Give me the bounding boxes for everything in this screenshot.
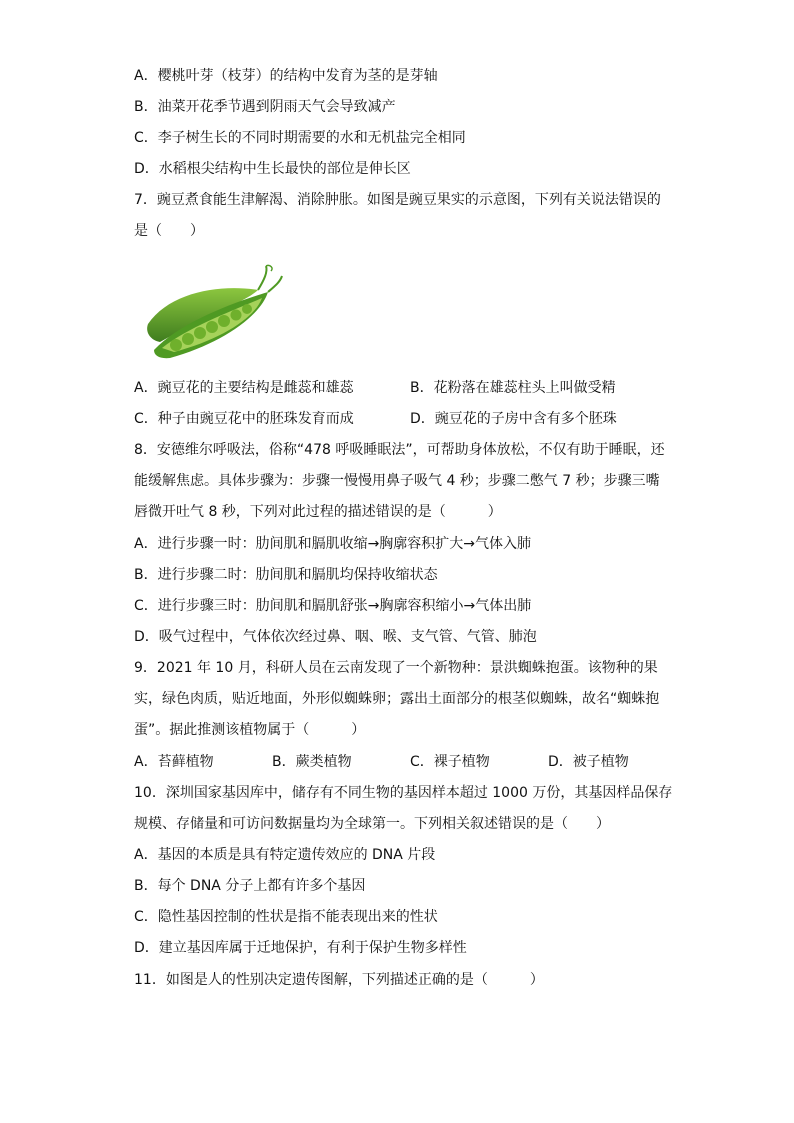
q7-option-c: C．种子由豌豆花中的胚珠发育而成 <box>134 411 354 427</box>
q6-option-b: B．油菜开花季节遇到阴雨天气会导致减产 <box>134 99 396 115</box>
q8-option-a: A．进行步骤一时：肋间肌和膈肌收缩→胸廓容积扩大→气体入肺 <box>134 536 532 552</box>
q8-stem-line1: 8．安德维尔呼吸法，俗称“478 呼吸睡眠法”，可帮助身体放松，不仅有助于睡眠，还 <box>134 442 665 458</box>
q7-stem-line1: 7．豌豆煮食能生津解渴、消除肿胀。如图是豌豆果实的示意图，下列有关说法错误的 <box>134 192 661 208</box>
q10-option-c: C．隐性基因控制的性状是指不能表现出来的性状 <box>134 909 438 925</box>
q7-option-b: B．花粉落在雄蕊柱头上叫做受精 <box>410 380 616 396</box>
q9-stem-line2: 实，绿色肉质，贴近地面，外形似蜘蛛卵；露出土面部分的根茎似蜘蛛，故名“蜘蛛抱 <box>134 691 660 707</box>
q6-option-a: A．樱桃叶芽（枝芽）的结构中发育为茎的是芽轴 <box>134 68 438 84</box>
q8-option-c: C．进行步骤三时：肋间肌和膈肌舒张→胸廓容积缩小→气体出肺 <box>134 598 532 614</box>
q8-option-d: D．吸气过程中，气体依次经过鼻、咽、喉、支气管、气管、肺泡 <box>134 629 537 645</box>
q10-option-b: B．每个 DNA 分子上都有许多个基因 <box>134 878 366 894</box>
q10-stem-line1: 10．深圳国家基因库中，储存有不同生物的基因样本超过 1000 万份，其基因样品保存 <box>134 785 673 801</box>
q6-option-c: C．李子树生长的不同时期需要的水和无机盐完全相同 <box>134 130 466 146</box>
q10-stem-line2: 规模、存储量和可访问数据量均为全球第一。下列相关叙述错误的是（ ） <box>134 816 610 832</box>
q8-stem-line2: 能缓解焦虑。具体步骤为：步骤一慢慢用鼻子吸气 4 秒；步骤二憋气 7 秒；步骤三嘴 <box>134 473 660 489</box>
q10-option-d: D．建立基因库属于迁地保护，有利于保护生物多样性 <box>134 940 467 956</box>
q9-stem-line3: 蛋”。据此推测该植物属于（ ） <box>134 722 366 738</box>
q7-option-a: A．豌豆花的主要结构是雌蕊和雄蕊 <box>134 380 354 396</box>
q9-option-b: B．蕨类植物 <box>272 754 352 770</box>
q8-stem-line3: 唇微开吐气 8 秒，下列对此过程的描述错误的是（ ） <box>134 504 502 520</box>
pea-pod-figure <box>140 262 285 362</box>
q9-option-d: D．被子植物 <box>548 754 629 770</box>
q9-option-c: C．裸子植物 <box>410 754 490 770</box>
q10-option-a: A．基因的本质是具有特定遗传效应的 DNA 片段 <box>134 847 436 863</box>
q8-option-b: B．进行步骤二时：肋间肌和膈肌均保持收缩状态 <box>134 567 438 583</box>
pea-pod-icon <box>140 262 285 362</box>
q7-stem-line2: 是（ ） <box>134 223 204 239</box>
q7-option-d: D．豌豆花的子房中含有多个胚珠 <box>410 411 617 427</box>
q9-stem-line1: 9．2021 年 10 月，科研人员在云南发现了一个新物种：景洪蜘蛛抱蛋。该物种的果 <box>134 660 658 676</box>
q9-option-a: A．苔藓植物 <box>134 754 214 770</box>
q6-option-d: D．水稻根尖结构中生长最快的部位是伸长区 <box>134 161 411 177</box>
q11-stem-line1: 11．如图是人的性别决定遗传图解，下列描述正确的是（ ） <box>134 972 544 988</box>
